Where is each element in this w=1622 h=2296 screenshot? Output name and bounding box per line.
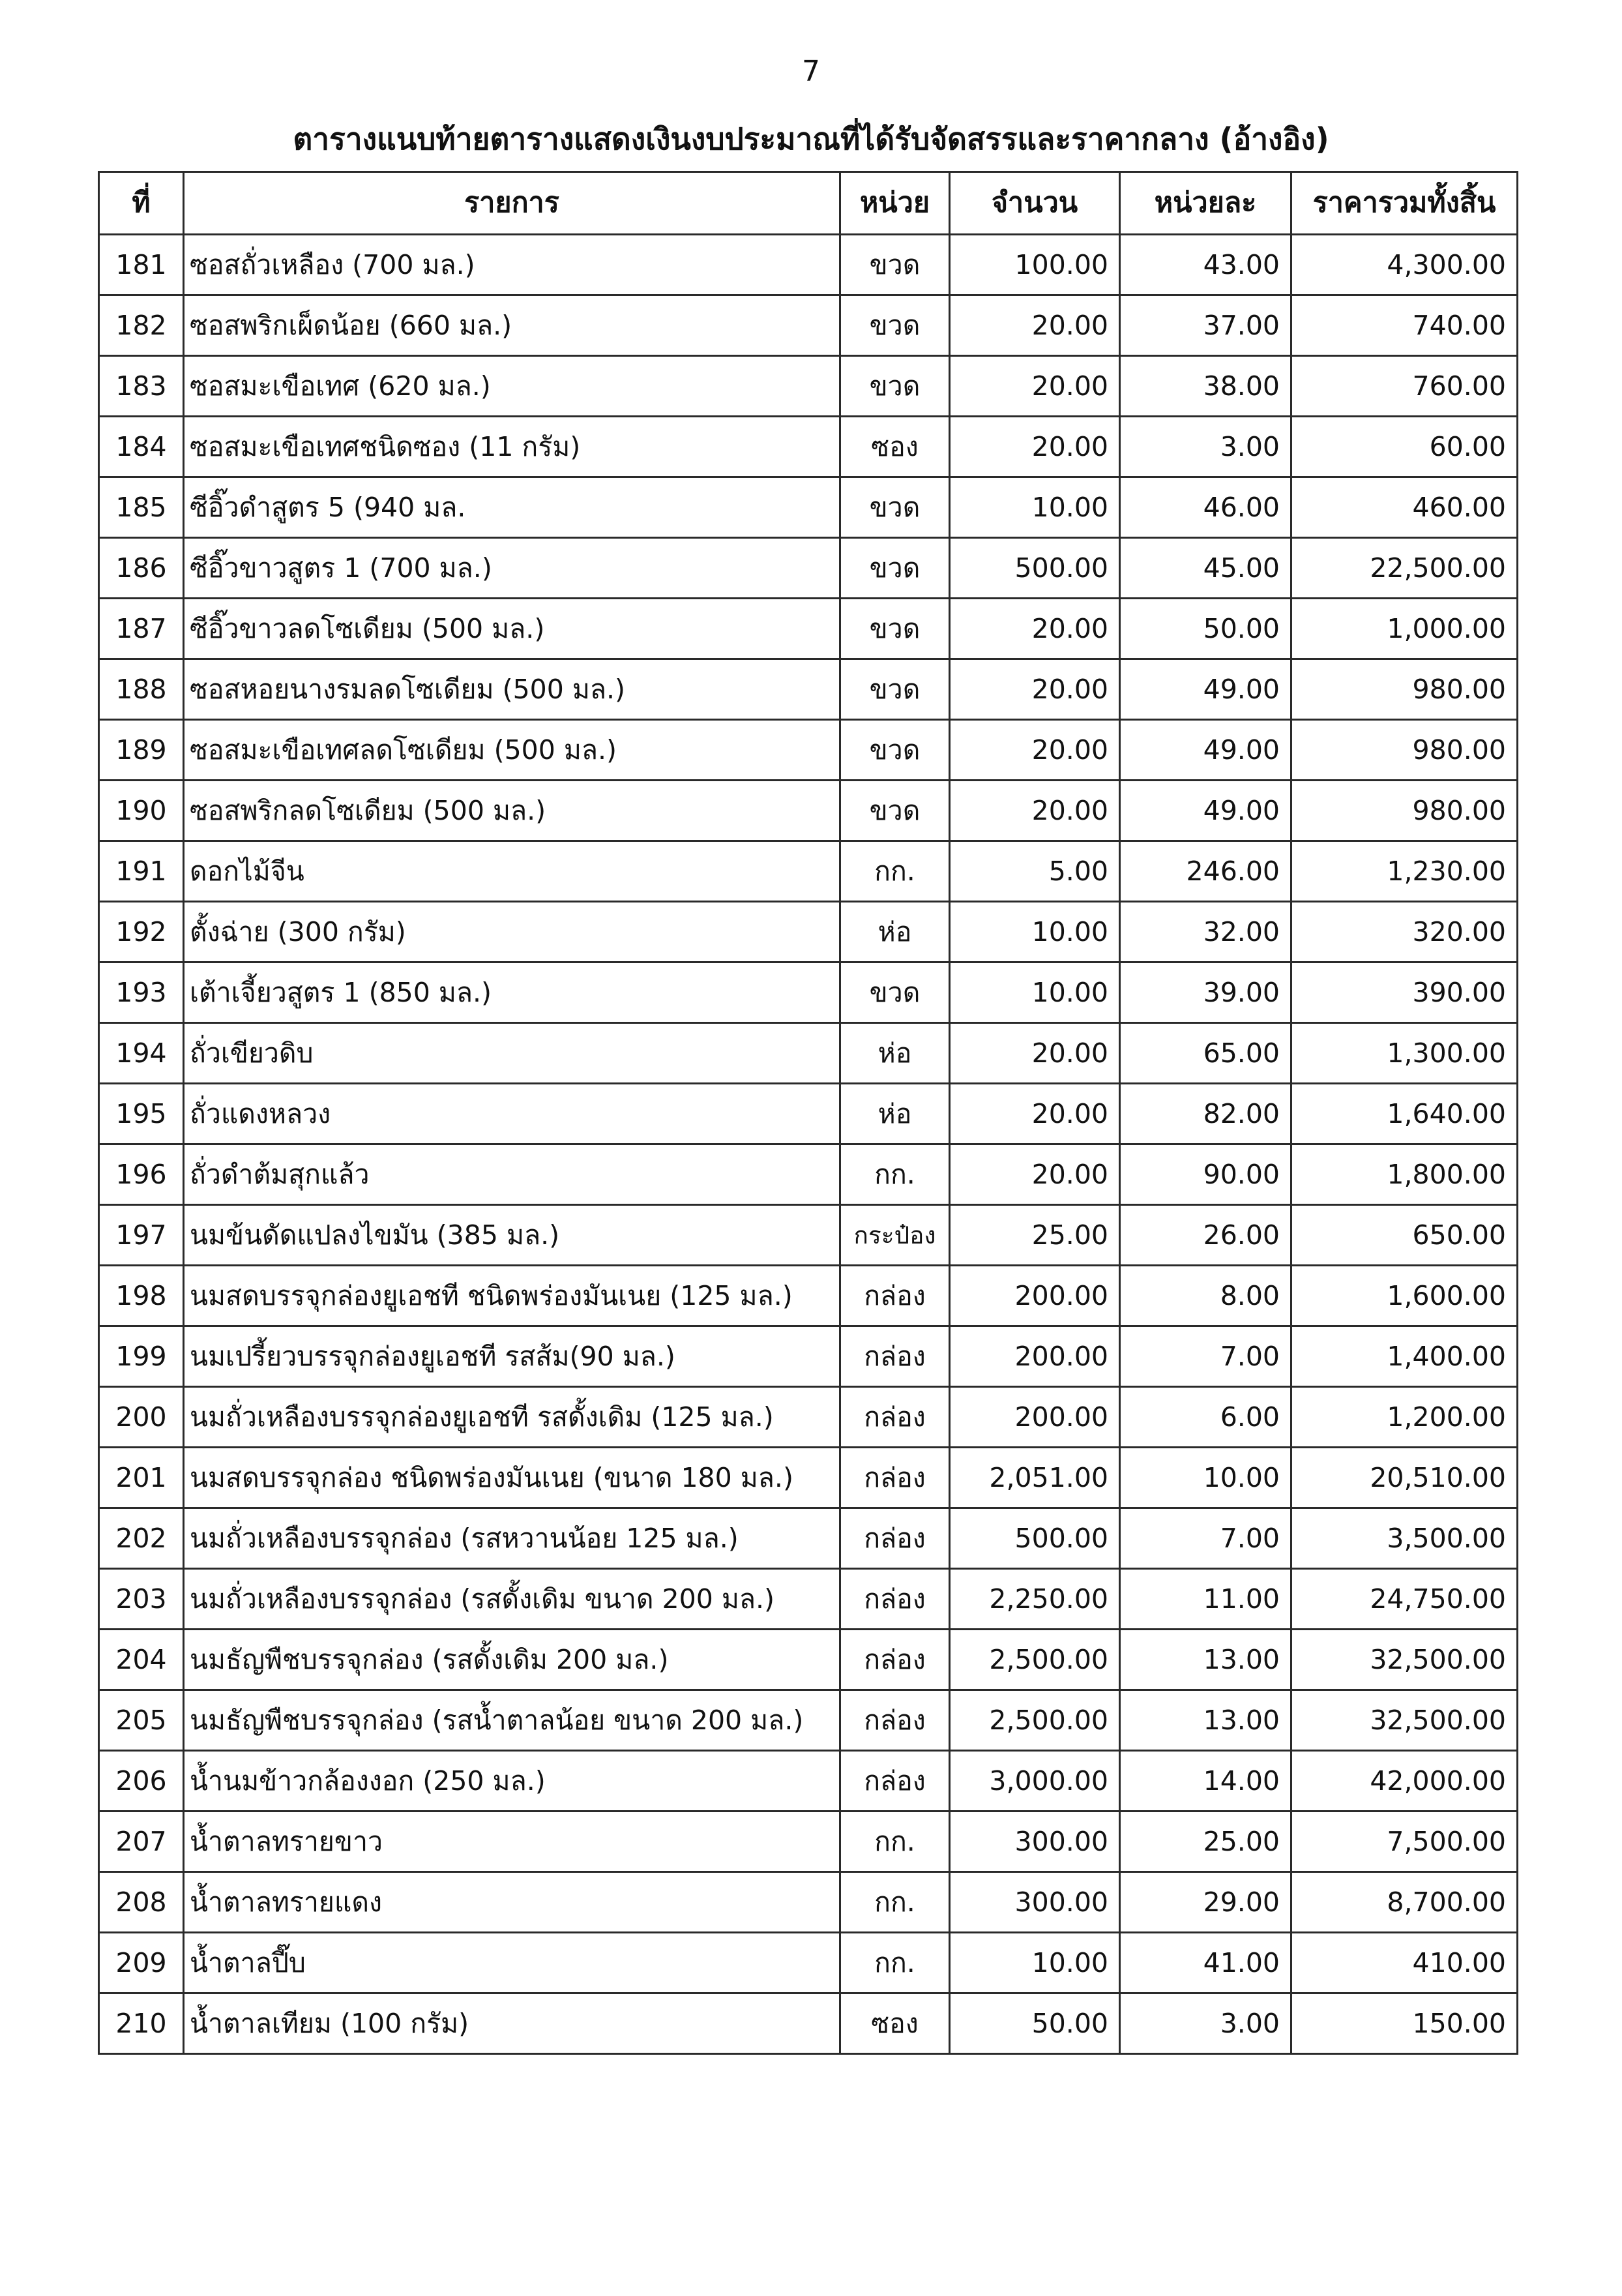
cell-total: 1,200.00 bbox=[1291, 1387, 1518, 1448]
cell-unit: ห่อ bbox=[840, 1084, 950, 1144]
table-row bbox=[99, 1326, 1518, 1387]
cell-unit: กล่อง bbox=[840, 1448, 950, 1508]
cell-unit: กล่อง bbox=[840, 1508, 950, 1569]
cell-no: 197 bbox=[99, 1205, 184, 1266]
cell-total: 320.00 bbox=[1291, 902, 1518, 962]
cell-item: นมถั่วเหลืองบรรจุกล่อง (รสดั้งเดิม ขนาด 200 มล.) bbox=[184, 1569, 840, 1630]
header-qty: จำนวน bbox=[950, 172, 1120, 235]
cell-qty: 20.00 bbox=[950, 781, 1120, 841]
cell-qty: 100.00 bbox=[950, 235, 1120, 295]
cell-item: นมธัญพืชบรรจุกล่อง (รสน้ำตาลน้อย ขนาด 200 มล.) bbox=[184, 1690, 840, 1751]
price-table bbox=[98, 171, 1518, 2055]
table-row bbox=[99, 1266, 1518, 1326]
cell-unit: ซอง bbox=[840, 417, 950, 477]
cell-unit-price: 25.00 bbox=[1120, 1811, 1291, 1872]
cell-unit-price: 37.00 bbox=[1120, 295, 1291, 356]
cell-unit-price: 41.00 bbox=[1120, 1933, 1291, 1993]
cell-total: 1,800.00 bbox=[1291, 1144, 1518, 1205]
cell-unit-price: 82.00 bbox=[1120, 1084, 1291, 1144]
cell-total: 980.00 bbox=[1291, 659, 1518, 720]
document-title: ตารางแนบท้ายตารางแสดงเงินงบประมาณที่ได้รับจัดสรรและราคากลาง (อ้างอิง) bbox=[293, 121, 1329, 157]
cell-item: น้ำนมข้าวกล้องงอก (250 มล.) bbox=[184, 1751, 840, 1811]
cell-no: 182 bbox=[99, 295, 184, 356]
cell-no: 186 bbox=[99, 538, 184, 599]
cell-total: 32,500.00 bbox=[1291, 1690, 1518, 1751]
cell-unit-price: 49.00 bbox=[1120, 659, 1291, 720]
cell-qty: 10.00 bbox=[950, 477, 1120, 538]
cell-item: เต้าเจี้ยวสูตร 1 (850 มล.) bbox=[184, 962, 840, 1023]
cell-unit: ขวด bbox=[840, 781, 950, 841]
table-row bbox=[99, 295, 1518, 356]
cell-no: 184 bbox=[99, 417, 184, 477]
cell-qty: 2,051.00 bbox=[950, 1448, 1120, 1508]
cell-item: ซอสมะเขือเทศชนิดซอง (11 กรัม) bbox=[184, 417, 840, 477]
cell-total: 650.00 bbox=[1291, 1205, 1518, 1266]
cell-total: 980.00 bbox=[1291, 720, 1518, 781]
cell-qty: 200.00 bbox=[950, 1326, 1120, 1387]
cell-unit-price: 50.00 bbox=[1120, 599, 1291, 659]
cell-total: 150.00 bbox=[1291, 1993, 1518, 2054]
cell-total: 1,000.00 bbox=[1291, 599, 1518, 659]
cell-unit: กล่อง bbox=[840, 1387, 950, 1448]
cell-total: 1,600.00 bbox=[1291, 1266, 1518, 1326]
table-row bbox=[99, 720, 1518, 781]
cell-unit: กก. bbox=[840, 1933, 950, 1993]
cell-qty: 10.00 bbox=[950, 902, 1120, 962]
cell-no: 183 bbox=[99, 356, 184, 417]
cell-no: 191 bbox=[99, 841, 184, 902]
header-unit-price: หน่วยละ bbox=[1120, 172, 1291, 235]
cell-unit: ห่อ bbox=[840, 902, 950, 962]
cell-item: ถั่วดำต้มสุกแล้ว bbox=[184, 1144, 840, 1205]
cell-no: 201 bbox=[99, 1448, 184, 1508]
header-no: ที่ bbox=[99, 172, 184, 235]
cell-no: 195 bbox=[99, 1084, 184, 1144]
cell-unit-price: 10.00 bbox=[1120, 1448, 1291, 1508]
cell-qty: 2,250.00 bbox=[950, 1569, 1120, 1630]
cell-unit: ขวด bbox=[840, 295, 950, 356]
cell-no: 192 bbox=[99, 902, 184, 962]
cell-unit-price: 3.00 bbox=[1120, 417, 1291, 477]
cell-item: ซีอิ๊วขาวลดโซเดียม (500 มล.) bbox=[184, 599, 840, 659]
table-row bbox=[99, 1448, 1518, 1508]
cell-unit: ขวด bbox=[840, 235, 950, 295]
table-row bbox=[99, 781, 1518, 841]
cell-total: 460.00 bbox=[1291, 477, 1518, 538]
table-row bbox=[99, 477, 1518, 538]
cell-unit: กก. bbox=[840, 841, 950, 902]
cell-total: 390.00 bbox=[1291, 962, 1518, 1023]
cell-item: นมเปรี้ยวบรรจุกล่องยูเอชที รสส้ม(90 มล.) bbox=[184, 1326, 840, 1387]
table-row bbox=[99, 962, 1518, 1023]
cell-qty: 200.00 bbox=[950, 1266, 1120, 1326]
table-row bbox=[99, 902, 1518, 962]
table-row bbox=[99, 1205, 1518, 1266]
cell-unit: ซอง bbox=[840, 1993, 950, 2054]
cell-unit-price: 7.00 bbox=[1120, 1508, 1291, 1569]
cell-unit-price: 49.00 bbox=[1120, 781, 1291, 841]
cell-total: 22,500.00 bbox=[1291, 538, 1518, 599]
cell-total: 60.00 bbox=[1291, 417, 1518, 477]
cell-qty: 20.00 bbox=[950, 417, 1120, 477]
cell-unit-price: 246.00 bbox=[1120, 841, 1291, 902]
cell-no: 194 bbox=[99, 1023, 184, 1084]
cell-unit: กระป๋อง bbox=[840, 1205, 950, 1266]
cell-total: 7,500.00 bbox=[1291, 1811, 1518, 1872]
cell-no: 202 bbox=[99, 1508, 184, 1569]
cell-unit: ขวด bbox=[840, 659, 950, 720]
cell-unit: กล่อง bbox=[840, 1630, 950, 1690]
cell-item: นมถั่วเหลืองบรรจุกล่อง (รสหวานน้อย 125 มล.) bbox=[184, 1508, 840, 1569]
cell-item: ซอสพริกเผ็ดน้อย (660 มล.) bbox=[184, 295, 840, 356]
cell-unit: กล่อง bbox=[840, 1326, 950, 1387]
cell-unit-price: 38.00 bbox=[1120, 356, 1291, 417]
header-total: ราคารวมทั้งสิ้น bbox=[1291, 172, 1518, 235]
cell-unit-price: 45.00 bbox=[1120, 538, 1291, 599]
cell-qty: 50.00 bbox=[950, 1993, 1120, 2054]
cell-unit-price: 14.00 bbox=[1120, 1751, 1291, 1811]
cell-unit: กล่อง bbox=[840, 1690, 950, 1751]
cell-unit: กล่อง bbox=[840, 1751, 950, 1811]
cell-total: 4,300.00 bbox=[1291, 235, 1518, 295]
cell-no: 205 bbox=[99, 1690, 184, 1751]
cell-item: ซีอิ๊วขาวสูตร 1 (700 มล.) bbox=[184, 538, 840, 599]
cell-total: 760.00 bbox=[1291, 356, 1518, 417]
cell-no: 204 bbox=[99, 1630, 184, 1690]
cell-qty: 20.00 bbox=[950, 1084, 1120, 1144]
cell-unit-price: 7.00 bbox=[1120, 1326, 1291, 1387]
cell-unit: กล่อง bbox=[840, 1569, 950, 1630]
cell-qty: 20.00 bbox=[950, 295, 1120, 356]
cell-unit-price: 8.00 bbox=[1120, 1266, 1291, 1326]
cell-no: 196 bbox=[99, 1144, 184, 1205]
table-row bbox=[99, 659, 1518, 720]
table-header bbox=[99, 172, 1518, 235]
cell-total: 1,300.00 bbox=[1291, 1023, 1518, 1084]
cell-unit: ขวด bbox=[840, 477, 950, 538]
cell-unit: ขวด bbox=[840, 962, 950, 1023]
cell-unit: ขวด bbox=[840, 599, 950, 659]
cell-qty: 300.00 bbox=[950, 1811, 1120, 1872]
cell-qty: 10.00 bbox=[950, 1933, 1120, 1993]
cell-item: น้ำตาลทรายแดง bbox=[184, 1872, 840, 1933]
cell-qty: 2,500.00 bbox=[950, 1630, 1120, 1690]
cell-total: 980.00 bbox=[1291, 781, 1518, 841]
cell-unit-price: 11.00 bbox=[1120, 1569, 1291, 1630]
cell-no: 203 bbox=[99, 1569, 184, 1630]
cell-unit: กก. bbox=[840, 1811, 950, 1872]
cell-item: นมข้นดัดแปลงไขมัน (385 มล.) bbox=[184, 1205, 840, 1266]
cell-no: 189 bbox=[99, 720, 184, 781]
cell-item: ถั่วแดงหลวง bbox=[184, 1084, 840, 1144]
cell-no: 198 bbox=[99, 1266, 184, 1326]
header-item: รายการ bbox=[184, 172, 840, 235]
cell-qty: 3,000.00 bbox=[950, 1751, 1120, 1811]
table-row bbox=[99, 417, 1518, 477]
cell-no: 208 bbox=[99, 1872, 184, 1933]
table-body bbox=[99, 235, 1518, 2054]
cell-qty: 5.00 bbox=[950, 841, 1120, 902]
cell-no: 210 bbox=[99, 1993, 184, 2054]
cell-total: 8,700.00 bbox=[1291, 1872, 1518, 1933]
cell-unit-price: 3.00 bbox=[1120, 1993, 1291, 2054]
cell-item: ดอกไม้จีน bbox=[184, 841, 840, 902]
cell-unit: ขวด bbox=[840, 720, 950, 781]
cell-total: 1,230.00 bbox=[1291, 841, 1518, 902]
cell-no: 199 bbox=[99, 1326, 184, 1387]
cell-unit-price: 13.00 bbox=[1120, 1630, 1291, 1690]
cell-item: ถั่วเขียวดิบ bbox=[184, 1023, 840, 1084]
cell-item: นมถั่วเหลืองบรรจุกล่องยูเอชที รสดั้งเดิม (125 มล.) bbox=[184, 1387, 840, 1448]
cell-item: นมสดบรรจุกล่องยูเอชที ชนิดพร่องมันเนย (125 มล.) bbox=[184, 1266, 840, 1326]
cell-unit-price: 26.00 bbox=[1120, 1205, 1291, 1266]
table-row bbox=[99, 1811, 1518, 1872]
cell-total: 3,500.00 bbox=[1291, 1508, 1518, 1569]
cell-total: 24,750.00 bbox=[1291, 1569, 1518, 1630]
cell-unit: ห่อ bbox=[840, 1023, 950, 1084]
cell-item: ตั้งฉ่าย (300 กรัม) bbox=[184, 902, 840, 962]
table-row bbox=[99, 1387, 1518, 1448]
table-row bbox=[99, 841, 1518, 902]
cell-no: 190 bbox=[99, 781, 184, 841]
cell-unit-price: 39.00 bbox=[1120, 962, 1291, 1023]
table-row bbox=[99, 235, 1518, 295]
header-row bbox=[99, 172, 1518, 235]
cell-no: 185 bbox=[99, 477, 184, 538]
table-row bbox=[99, 1872, 1518, 1933]
table-row bbox=[99, 1993, 1518, 2054]
cell-no: 181 bbox=[99, 235, 184, 295]
cell-unit-price: 13.00 bbox=[1120, 1690, 1291, 1751]
cell-no: 200 bbox=[99, 1387, 184, 1448]
cell-unit: กล่อง bbox=[840, 1266, 950, 1326]
cell-unit: กก. bbox=[840, 1872, 950, 1933]
cell-total: 1,400.00 bbox=[1291, 1326, 1518, 1387]
cell-qty: 2,500.00 bbox=[950, 1690, 1120, 1751]
cell-qty: 20.00 bbox=[950, 1023, 1120, 1084]
table-row bbox=[99, 1933, 1518, 1993]
cell-no: 209 bbox=[99, 1933, 184, 1993]
cell-total: 740.00 bbox=[1291, 295, 1518, 356]
cell-item: น้ำตาลปี๊บ bbox=[184, 1933, 840, 1993]
cell-unit: กก. bbox=[840, 1144, 950, 1205]
table-row bbox=[99, 1144, 1518, 1205]
table-row bbox=[99, 1023, 1518, 1084]
table-row bbox=[99, 538, 1518, 599]
cell-unit-price: 49.00 bbox=[1120, 720, 1291, 781]
table-row bbox=[99, 1630, 1518, 1690]
table-row bbox=[99, 356, 1518, 417]
cell-qty: 200.00 bbox=[950, 1387, 1120, 1448]
cell-qty: 20.00 bbox=[950, 659, 1120, 720]
cell-item: ซอสหอยนางรมลดโซเดียม (500 มล.) bbox=[184, 659, 840, 720]
table-row bbox=[99, 1690, 1518, 1751]
cell-unit: ขวด bbox=[840, 538, 950, 599]
cell-qty: 20.00 bbox=[950, 599, 1120, 659]
cell-qty: 10.00 bbox=[950, 962, 1120, 1023]
cell-item: ซอสพริกลดโซเดียม (500 มล.) bbox=[184, 781, 840, 841]
cell-item: ซอสถั่วเหลือง (700 มล.) bbox=[184, 235, 840, 295]
cell-item: น้ำตาลทรายขาว bbox=[184, 1811, 840, 1872]
cell-unit-price: 46.00 bbox=[1120, 477, 1291, 538]
cell-no: 193 bbox=[99, 962, 184, 1023]
cell-item: นมสดบรรจุกล่อง ชนิดพร่องมันเนย (ขนาด 180 มล.) bbox=[184, 1448, 840, 1508]
cell-total: 32,500.00 bbox=[1291, 1630, 1518, 1690]
cell-qty: 25.00 bbox=[950, 1205, 1120, 1266]
cell-total: 20,510.00 bbox=[1291, 1448, 1518, 1508]
cell-unit-price: 43.00 bbox=[1120, 235, 1291, 295]
cell-qty: 20.00 bbox=[950, 1144, 1120, 1205]
cell-item: ซอสมะเขือเทศ (620 มล.) bbox=[184, 356, 840, 417]
cell-total: 42,000.00 bbox=[1291, 1751, 1518, 1811]
cell-item: น้ำตาลเทียม (100 กรัม) bbox=[184, 1993, 840, 2054]
cell-qty: 20.00 bbox=[950, 720, 1120, 781]
cell-qty: 300.00 bbox=[950, 1872, 1120, 1933]
cell-unit: ขวด bbox=[840, 356, 950, 417]
table-row bbox=[99, 1508, 1518, 1569]
cell-item: ซอสมะเขือเทศลดโซเดียม (500 มล.) bbox=[184, 720, 840, 781]
cell-qty: 500.00 bbox=[950, 538, 1120, 599]
cell-unit-price: 90.00 bbox=[1120, 1144, 1291, 1205]
cell-unit-price: 6.00 bbox=[1120, 1387, 1291, 1448]
table-row bbox=[99, 599, 1518, 659]
header-unit: หน่วย bbox=[840, 172, 950, 235]
cell-item: นมธัญพืชบรรจุกล่อง (รสดั้งเดิม 200 มล.) bbox=[184, 1630, 840, 1690]
cell-item: ซีอิ๊วดำสูตร 5 (940 มล. bbox=[184, 477, 840, 538]
page-number: 7 bbox=[802, 55, 820, 88]
cell-no: 187 bbox=[99, 599, 184, 659]
cell-no: 188 bbox=[99, 659, 184, 720]
table-row bbox=[99, 1569, 1518, 1630]
cell-qty: 20.00 bbox=[950, 356, 1120, 417]
cell-total: 1,640.00 bbox=[1291, 1084, 1518, 1144]
table-row bbox=[99, 1751, 1518, 1811]
table-row bbox=[99, 1084, 1518, 1144]
cell-total: 410.00 bbox=[1291, 1933, 1518, 1993]
cell-unit-price: 29.00 bbox=[1120, 1872, 1291, 1933]
cell-unit-price: 65.00 bbox=[1120, 1023, 1291, 1084]
cell-no: 207 bbox=[99, 1811, 184, 1872]
cell-no: 206 bbox=[99, 1751, 184, 1811]
cell-qty: 500.00 bbox=[950, 1508, 1120, 1569]
cell-unit-price: 32.00 bbox=[1120, 902, 1291, 962]
